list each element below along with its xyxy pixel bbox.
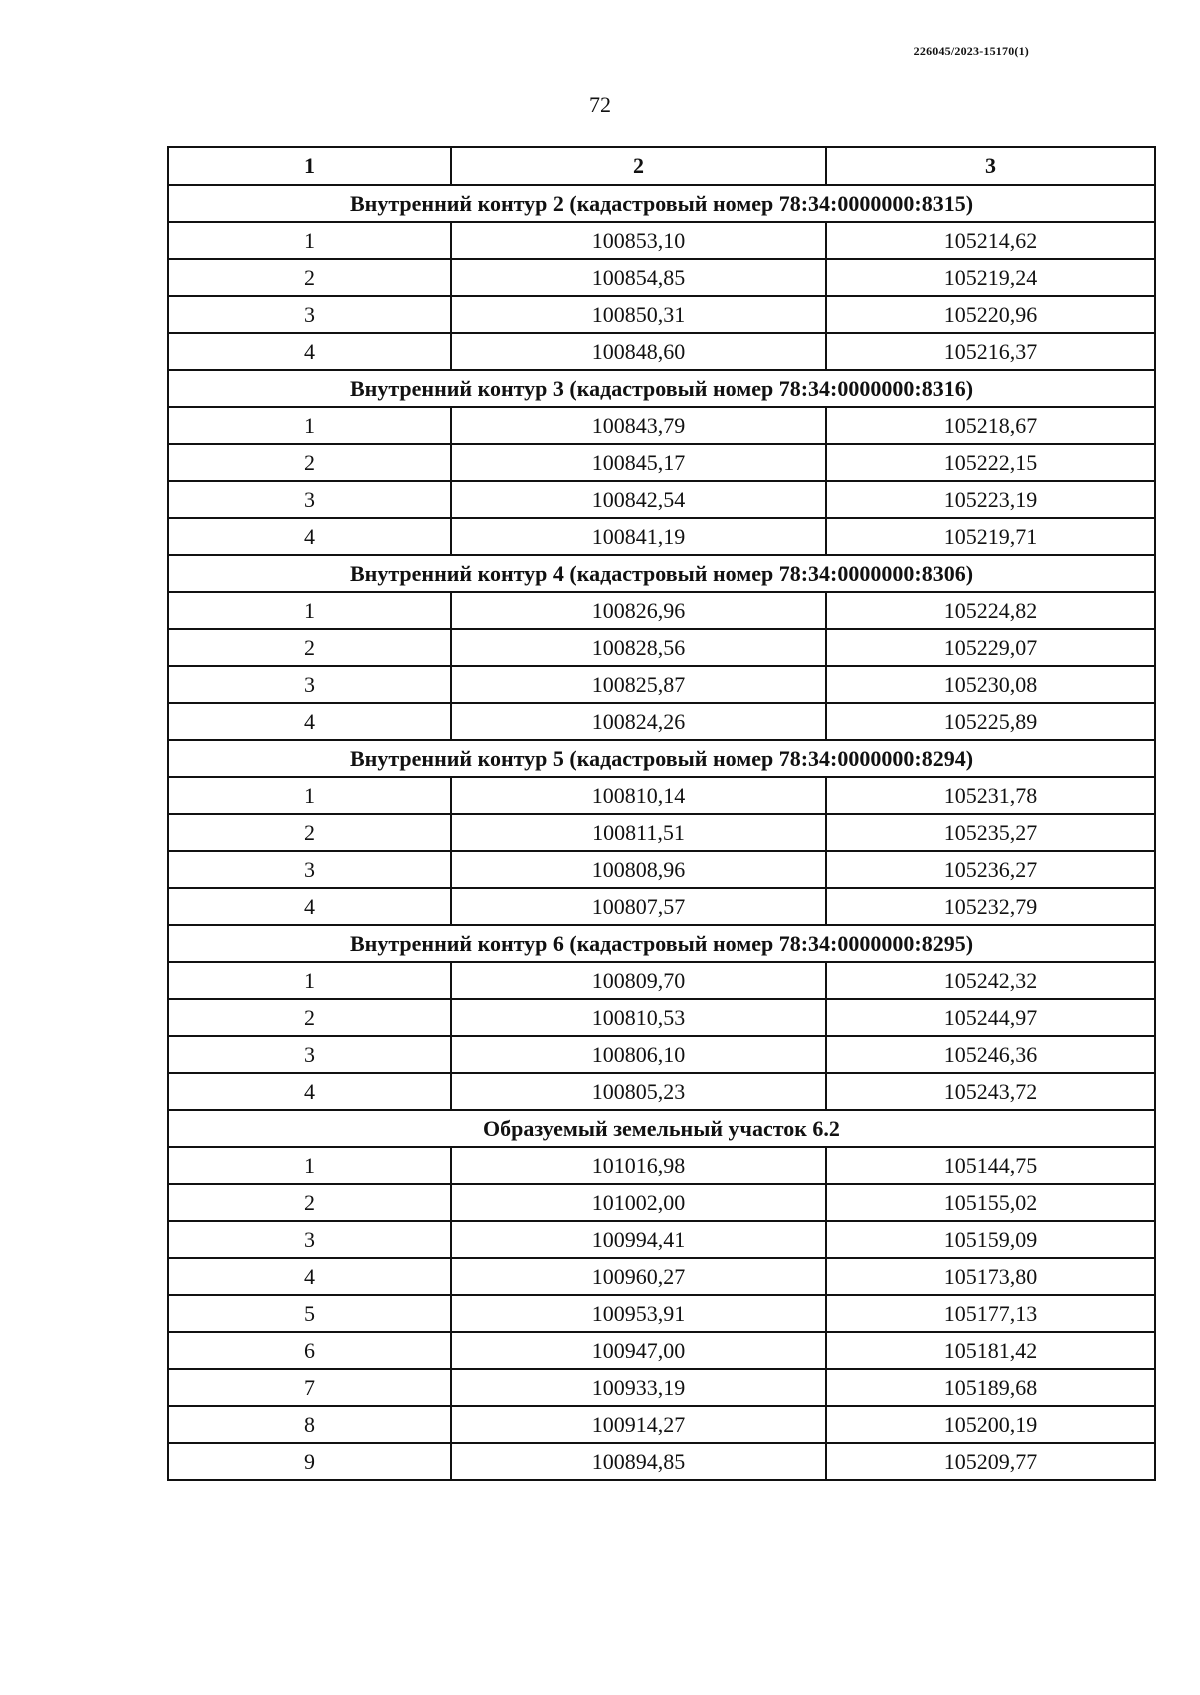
table-row xyxy=(168,259,1155,296)
x-coordinate-cell: 100960,27 xyxy=(451,1258,826,1295)
y-coordinate-cell: 105219,24 xyxy=(826,259,1155,296)
x-coordinate-cell: 100894,85 xyxy=(451,1443,826,1480)
y-coordinate-cell: 105246,36 xyxy=(826,1036,1155,1073)
y-coordinate-cell: 105144,75 xyxy=(826,1147,1155,1184)
point-number-cell: 1 xyxy=(168,1147,451,1184)
coordinates-table-container xyxy=(167,146,1154,1481)
table-row xyxy=(168,1406,1155,1443)
header-cell-y: 3 xyxy=(826,147,1155,185)
x-coordinate-cell: 100853,10 xyxy=(451,222,826,259)
x-coordinate-cell: 100947,00 xyxy=(451,1332,826,1369)
table-row xyxy=(168,1073,1155,1110)
y-coordinate-cell: 105181,42 xyxy=(826,1332,1155,1369)
y-coordinate-cell: 105231,78 xyxy=(826,777,1155,814)
y-coordinate-cell: 105173,80 xyxy=(826,1258,1155,1295)
y-coordinate-cell: 105209,77 xyxy=(826,1443,1155,1480)
table-row xyxy=(168,1369,1155,1406)
table-row xyxy=(168,703,1155,740)
y-coordinate-cell: 105224,82 xyxy=(826,592,1155,629)
table-row xyxy=(168,777,1155,814)
document-id: 226045/2023-15170(1) xyxy=(913,44,1029,58)
y-coordinate-cell: 105223,19 xyxy=(826,481,1155,518)
table-row xyxy=(168,888,1155,925)
table-row xyxy=(168,481,1155,518)
x-coordinate-cell: 100825,87 xyxy=(451,666,826,703)
x-coordinate-cell: 100845,17 xyxy=(451,444,826,481)
y-coordinate-cell: 105214,62 xyxy=(826,222,1155,259)
y-coordinate-cell: 105229,07 xyxy=(826,629,1155,666)
y-coordinate-cell: 105220,96 xyxy=(826,296,1155,333)
section-header-row xyxy=(168,740,1155,777)
table-row xyxy=(168,1258,1155,1295)
point-number-cell: 1 xyxy=(168,962,451,999)
x-coordinate-cell: 100810,53 xyxy=(451,999,826,1036)
point-number-cell: 6 xyxy=(168,1332,451,1369)
table-row xyxy=(168,1147,1155,1184)
point-number-cell: 8 xyxy=(168,1406,451,1443)
table-row xyxy=(168,1036,1155,1073)
section-title: Внутренний контур 5 (кадастровый номер 78:34:0000000:8294) xyxy=(168,740,1155,777)
y-coordinate-cell: 105244,97 xyxy=(826,999,1155,1036)
table-row xyxy=(168,444,1155,481)
point-number-cell: 4 xyxy=(168,518,451,555)
point-number-cell: 3 xyxy=(168,1036,451,1073)
point-number-cell: 3 xyxy=(168,481,451,518)
x-coordinate-cell: 100808,96 xyxy=(451,851,826,888)
x-coordinate-cell: 101002,00 xyxy=(451,1184,826,1221)
header-cell-x: 2 xyxy=(451,147,826,185)
y-coordinate-cell: 105177,13 xyxy=(826,1295,1155,1332)
point-number-cell: 3 xyxy=(168,851,451,888)
point-number-cell: 4 xyxy=(168,703,451,740)
section-header-row xyxy=(168,1110,1155,1147)
table-row xyxy=(168,222,1155,259)
x-coordinate-cell: 100809,70 xyxy=(451,962,826,999)
coordinates-table xyxy=(167,146,1156,1481)
point-number-cell: 1 xyxy=(168,222,451,259)
x-coordinate-cell: 100810,14 xyxy=(451,777,826,814)
point-number-cell: 9 xyxy=(168,1443,451,1480)
y-coordinate-cell: 105219,71 xyxy=(826,518,1155,555)
point-number-cell: 1 xyxy=(168,777,451,814)
y-coordinate-cell: 105235,27 xyxy=(826,814,1155,851)
point-number-cell: 2 xyxy=(168,999,451,1036)
y-coordinate-cell: 105236,27 xyxy=(826,851,1155,888)
x-coordinate-cell: 100811,51 xyxy=(451,814,826,851)
table-row xyxy=(168,962,1155,999)
x-coordinate-cell: 100807,57 xyxy=(451,888,826,925)
y-coordinate-cell: 105242,32 xyxy=(826,962,1155,999)
section-title: Внутренний контур 2 (кадастровый номер 78:34:0000000:8315) xyxy=(168,185,1155,222)
table-row xyxy=(168,518,1155,555)
point-number-cell: 2 xyxy=(168,629,451,666)
section-title: Внутренний контур 4 (кадастровый номер 78:34:0000000:8306) xyxy=(168,555,1155,592)
x-coordinate-cell: 100842,54 xyxy=(451,481,826,518)
x-coordinate-cell: 100953,91 xyxy=(451,1295,826,1332)
section-header-row xyxy=(168,555,1155,592)
x-coordinate-cell: 100914,27 xyxy=(451,1406,826,1443)
x-coordinate-cell: 100850,31 xyxy=(451,296,826,333)
table-row xyxy=(168,666,1155,703)
table-row xyxy=(168,1295,1155,1332)
section-header-row xyxy=(168,370,1155,407)
y-coordinate-cell: 105189,68 xyxy=(826,1369,1155,1406)
table-row xyxy=(168,333,1155,370)
point-number-cell: 3 xyxy=(168,296,451,333)
point-number-cell: 3 xyxy=(168,1221,451,1258)
table-row xyxy=(168,1443,1155,1480)
table-row xyxy=(168,592,1155,629)
section-title: Образуемый земельный участок 6.2 xyxy=(168,1110,1155,1147)
point-number-cell: 4 xyxy=(168,1073,451,1110)
x-coordinate-cell: 101016,98 xyxy=(451,1147,826,1184)
point-number-cell: 2 xyxy=(168,444,451,481)
x-coordinate-cell: 100826,96 xyxy=(451,592,826,629)
x-coordinate-cell: 100828,56 xyxy=(451,629,826,666)
y-coordinate-cell: 105230,08 xyxy=(826,666,1155,703)
table-row xyxy=(168,1332,1155,1369)
x-coordinate-cell: 100806,10 xyxy=(451,1036,826,1073)
table-header-row xyxy=(168,147,1155,185)
y-coordinate-cell: 105200,19 xyxy=(826,1406,1155,1443)
section-title: Внутренний контур 6 (кадастровый номер 78:34:0000000:8295) xyxy=(168,925,1155,962)
point-number-cell: 2 xyxy=(168,1184,451,1221)
section-title: Внутренний контур 3 (кадастровый номер 78:34:0000000:8316) xyxy=(168,370,1155,407)
section-header-row xyxy=(168,925,1155,962)
x-coordinate-cell: 100933,19 xyxy=(451,1369,826,1406)
x-coordinate-cell: 100843,79 xyxy=(451,407,826,444)
point-number-cell: 1 xyxy=(168,407,451,444)
x-coordinate-cell: 100841,19 xyxy=(451,518,826,555)
point-number-cell: 4 xyxy=(168,888,451,925)
point-number-cell: 4 xyxy=(168,1258,451,1295)
x-coordinate-cell: 100824,26 xyxy=(451,703,826,740)
page-number: 72 xyxy=(589,92,611,117)
table-row xyxy=(168,629,1155,666)
x-coordinate-cell: 100994,41 xyxy=(451,1221,826,1258)
point-number-cell: 3 xyxy=(168,666,451,703)
point-number-cell: 7 xyxy=(168,1369,451,1406)
y-coordinate-cell: 105216,37 xyxy=(826,333,1155,370)
point-number-cell: 2 xyxy=(168,814,451,851)
y-coordinate-cell: 105232,79 xyxy=(826,888,1155,925)
point-number-cell: 5 xyxy=(168,1295,451,1332)
y-coordinate-cell: 105159,09 xyxy=(826,1221,1155,1258)
table-row xyxy=(168,999,1155,1036)
x-coordinate-cell: 100854,85 xyxy=(451,259,826,296)
table-row xyxy=(168,296,1155,333)
section-header-row xyxy=(168,185,1155,222)
table-row xyxy=(168,814,1155,851)
table-row xyxy=(168,851,1155,888)
y-coordinate-cell: 105218,67 xyxy=(826,407,1155,444)
table-row xyxy=(168,1184,1155,1221)
y-coordinate-cell: 105222,15 xyxy=(826,444,1155,481)
header-cell-point: 1 xyxy=(168,147,451,185)
x-coordinate-cell: 100805,23 xyxy=(451,1073,826,1110)
y-coordinate-cell: 105155,02 xyxy=(826,1184,1155,1221)
table-row xyxy=(168,1221,1155,1258)
table-row xyxy=(168,407,1155,444)
y-coordinate-cell: 105243,72 xyxy=(826,1073,1155,1110)
x-coordinate-cell: 100848,60 xyxy=(451,333,826,370)
point-number-cell: 1 xyxy=(168,592,451,629)
point-number-cell: 4 xyxy=(168,333,451,370)
point-number-cell: 2 xyxy=(168,259,451,296)
table-body xyxy=(168,185,1155,1480)
y-coordinate-cell: 105225,89 xyxy=(826,703,1155,740)
